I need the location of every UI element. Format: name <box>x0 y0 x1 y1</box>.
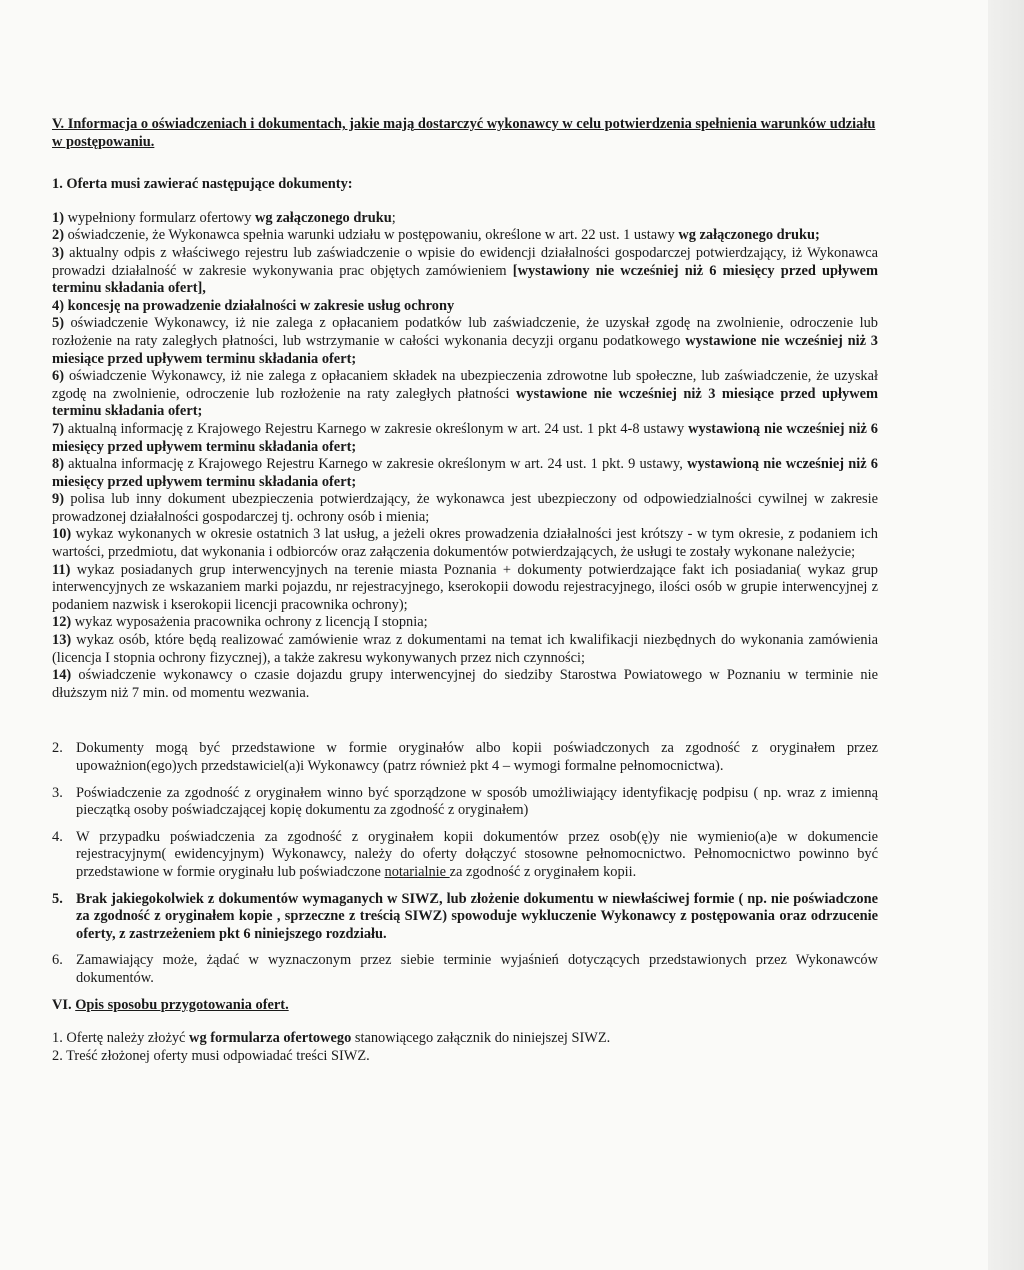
list-item-text: oświadczenie, że Wykonawca spełnia warunki udziału w postępowaniu, określone w art. 22 ust. 1 ustawy <box>64 227 679 244</box>
list-item-text: [wystawiony nie wcześniej niż 6 miesięcy przed upływem terminu składania ofert], <box>52 262 879 297</box>
list-item-number: 8) <box>52 456 64 473</box>
list-item-number: 10) <box>52 526 72 543</box>
list-item-text: wystawione nie wcześniej niż 3 miesiące przed upływem terminu składania ofert; <box>52 332 878 367</box>
list-item-text: wykaz wykonanych w okresie ostatnich 3 lat usług, a jeżeli okres prowadzenia działalności jest krótszy - w tym okresie, z podaniem ich wartości, przedmiotu, dat wykonania i odbiorców oraz załączenia dokumentów potwierdzających, że usługi te zostały wykonane należycie; <box>52 526 878 561</box>
required-documents-list <box>52 210 878 703</box>
list-item <box>52 245 878 298</box>
numbered-point <box>52 952 878 987</box>
list-item-number: 13) <box>52 632 72 649</box>
line-text: stanowiącego załącznik do niniejszej SIWZ. <box>351 1030 611 1047</box>
list-item-number: 5) <box>52 315 64 332</box>
numbered-point <box>52 785 878 820</box>
list-item-text: wg załączonego druku; <box>678 227 820 244</box>
point-number: 2. <box>52 740 63 757</box>
list-item <box>52 491 878 526</box>
point-number: 5. <box>52 890 63 907</box>
list-item-text: oświadczenie wykonawcy o czasie dojazdu grupy interwencyjnej do siedziby Starostwa Powiatowego w Poznaniu w terminie nie dłuższym niż 7 min. od momentu wezwania. <box>52 667 878 701</box>
point-text: Poświadczenie za zgodność z oryginałem winno być sporządzone w sposób umożliwiający identyfikację podpisu ( np. wraz z imienną pieczątką osoby poświadczającej kopię dokumentu za zgodność z oryginałem) <box>76 784 878 819</box>
list-item-text: aktualną informację z Krajowego Rejestru Karnego w zakresie określonym w art. 24 ust. 1 pkt 4-8 ustawy <box>64 420 689 437</box>
point-number: 6. <box>52 952 63 969</box>
page-edge-shadow <box>988 0 1024 1270</box>
list-item <box>52 456 878 491</box>
section-vi-prefix: VI. <box>52 996 76 1013</box>
section-vi-line <box>52 1048 878 1066</box>
section-vi-title: Opis sposobu przygotowania ofert. <box>75 996 289 1013</box>
list-item <box>52 562 878 615</box>
list-item-text: wystawione nie wcześniej niż 3 miesiące przed upływem terminu składania ofert; <box>52 385 878 420</box>
list-item-number: 11) <box>52 561 71 578</box>
list-item-text: wg załączonego druku <box>255 209 392 226</box>
list-item-text: wypełniony formularz ofertowy <box>64 209 256 226</box>
list-item-number: 14) <box>52 667 72 684</box>
line-text: 1. Ofertę należy złożyć <box>52 1030 190 1047</box>
point-text: Brak jakiegokolwiek z dokumentów wymaganych w SIWZ, lub złożenie dokumentu w niewłaściwej formie ( np. nie poświadczone za zgodność z oryginałem kopie , sprzeczne z treścią SIWZ) spowoduje wykluczenie Wykonawcy z postępowania oraz odrzucenie oferty, z zastrzeżeniem pkt 6 niniejszego rozdziału. <box>76 890 878 942</box>
list-item <box>52 368 878 421</box>
numbered-point <box>52 740 878 775</box>
section-vi-lines <box>52 1030 878 1065</box>
point-text: notarialnie <box>384 863 450 880</box>
list-item-number: 7) <box>52 420 64 437</box>
list-item-text: aktualna informację z Krajowego Rejestru Karnego w zakresie określonym w art. 24 ust. 1 pkt. 9 ustawy, <box>64 456 688 473</box>
list-item-number: 9) <box>52 491 64 508</box>
list-item-number: 3) <box>52 244 64 261</box>
list-item-number: 12) <box>52 614 72 631</box>
list-item-text: wystawioną nie wcześniej niż 6 miesięcy przed upływem terminu składania ofert; <box>52 456 878 490</box>
point-text: Zamawiający może, żądać w wyznaczonym przez siebie terminie wyjaśnień dotyczących przedstawionych przez Wykonawców dokumentów. <box>76 952 878 986</box>
list-item <box>52 210 878 228</box>
line-text: wg formularza ofertowego <box>189 1030 352 1047</box>
list-item <box>52 227 878 245</box>
point-number: 4. <box>52 828 63 845</box>
list-item-text: wykaz osób, które będą realizować zamówienie wraz z dokumentami na temat ich kwalifikacji niezbędnych do wykonania zamówienia (licencja I stopnia ochrony fizycznej), a także zakresu wykonywanych przez nich czynności; <box>52 632 878 666</box>
section-vi-line <box>52 1030 878 1048</box>
point-text: W przypadku poświadczenia za zgodność z oryginałem kopii dokumentów przez osob(ę)y nie wymienio(a)e w dokumencie rejestracyjnym( ewidencyjnym) Wykonawcy, należy do oferty dołączyć stosowne pełnomocnictwo. Pełnomocnictwo powinno być przedstawione w formie oryginału lub poświadczone <box>76 828 878 880</box>
numbered-point <box>52 891 878 944</box>
section-v-heading: V. Informacja o oświadczeniach i dokumentach, jakie mają dostarczyć wykonawcy w celu potwierdzenia spełnienia warunków udziału w postępowaniu. <box>52 116 876 150</box>
list-item-text: ; <box>391 209 396 226</box>
list-item-text: oświadczenie Wykonawcy, iż nie zalega z opłacaniem podatków lub zaświadczenie, że uzyskał zgodę na zwolnienie, odroczenie lub rozłożenie na raty zaległych płatności, lub wstrzymanie w całości wykonania decyzji organu podatkowego <box>52 315 878 349</box>
list-item <box>52 421 878 456</box>
list-item-number: 4) <box>52 297 64 314</box>
list-item-number: 2) <box>52 227 64 244</box>
list-item <box>52 614 878 632</box>
list-item <box>52 526 878 561</box>
point-text: za zgodność z oryginałem kopii. <box>449 863 637 880</box>
list-item-text: polisa lub inny dokument ubezpieczenia potwierdzający, że wykonawca jest ubezpieczony od odpowiedzialności cywilnej w zakresie prowadzonej działalności gospodarczej tj. ochrony osób i mienia; <box>52 491 878 525</box>
list-item-text: oświadczenie Wykonawcy, iż nie zalega z opłacaniem składek na ubezpieczenia zdrowotne lub społeczne, lub zaświadczenie, że uzyskał zgodę na zwolnienie, odroczenie lub rozłożenie na raty zaległych płatności <box>52 368 878 402</box>
list-item-text: aktualny odpis z właściwego rejestru lub zaświadczenie o wpisie do ewidencji działalności gospodarczej potwierdzający, iż Wykonawca prowadzi działalność w zakresie wykonywania prac objętych zamówieniem <box>52 244 878 279</box>
list-item <box>52 632 878 667</box>
list-item-number: 1) <box>52 209 64 226</box>
list-item-text: wystawioną nie wcześniej niż 6 miesięcy przed upływem terminu składania ofert; <box>52 420 878 455</box>
list-item-text: wykaz posiadanych grup interwencyjnych na terenie miasta Poznania + dokumenty potwierdzające fakt ich posiadania( wykaz grup interwencyjnych ze wskazaniem marki pojazdu, nr rejestracyjnego, kserokopii dowodu rejestracyjnego, ilości osób w grupie interwencyjnej z podaniem nazwisk i kserokopii licencji pracownika ochrony); <box>52 561 878 613</box>
list-item <box>52 667 878 702</box>
list-item-text: koncesję na prowadzenie działalności w zakresie usług ochrony <box>64 297 455 314</box>
list-item-text: wykaz wyposażenia pracownika ochrony z licencją I stopnia; <box>71 614 428 631</box>
list-item <box>52 298 878 316</box>
point-text: Dokumenty mogą być przedstawione w formie oryginałów albo kopii poświadczonych za zgodność z oryginałem przez upoważnion(ego)ych przedstawiciel(a)i Wykonawcy (patrz również pkt 4 – wymogi formalne pełnomocnictwa). <box>76 740 878 774</box>
section-v-points <box>52 740 878 987</box>
list-item <box>52 315 878 368</box>
line-text: 2. Treść złożonej oferty musi odpowiadać treści SIWZ. <box>52 1047 370 1064</box>
section-vi-heading <box>52 997 878 1015</box>
numbered-point <box>52 829 878 882</box>
document-content <box>52 116 878 1065</box>
list-item-number: 6) <box>52 368 64 385</box>
section-v-subheading: 1. Oferta musi zawierać następujące dokumenty: <box>52 176 353 193</box>
point-number: 3. <box>52 784 63 801</box>
